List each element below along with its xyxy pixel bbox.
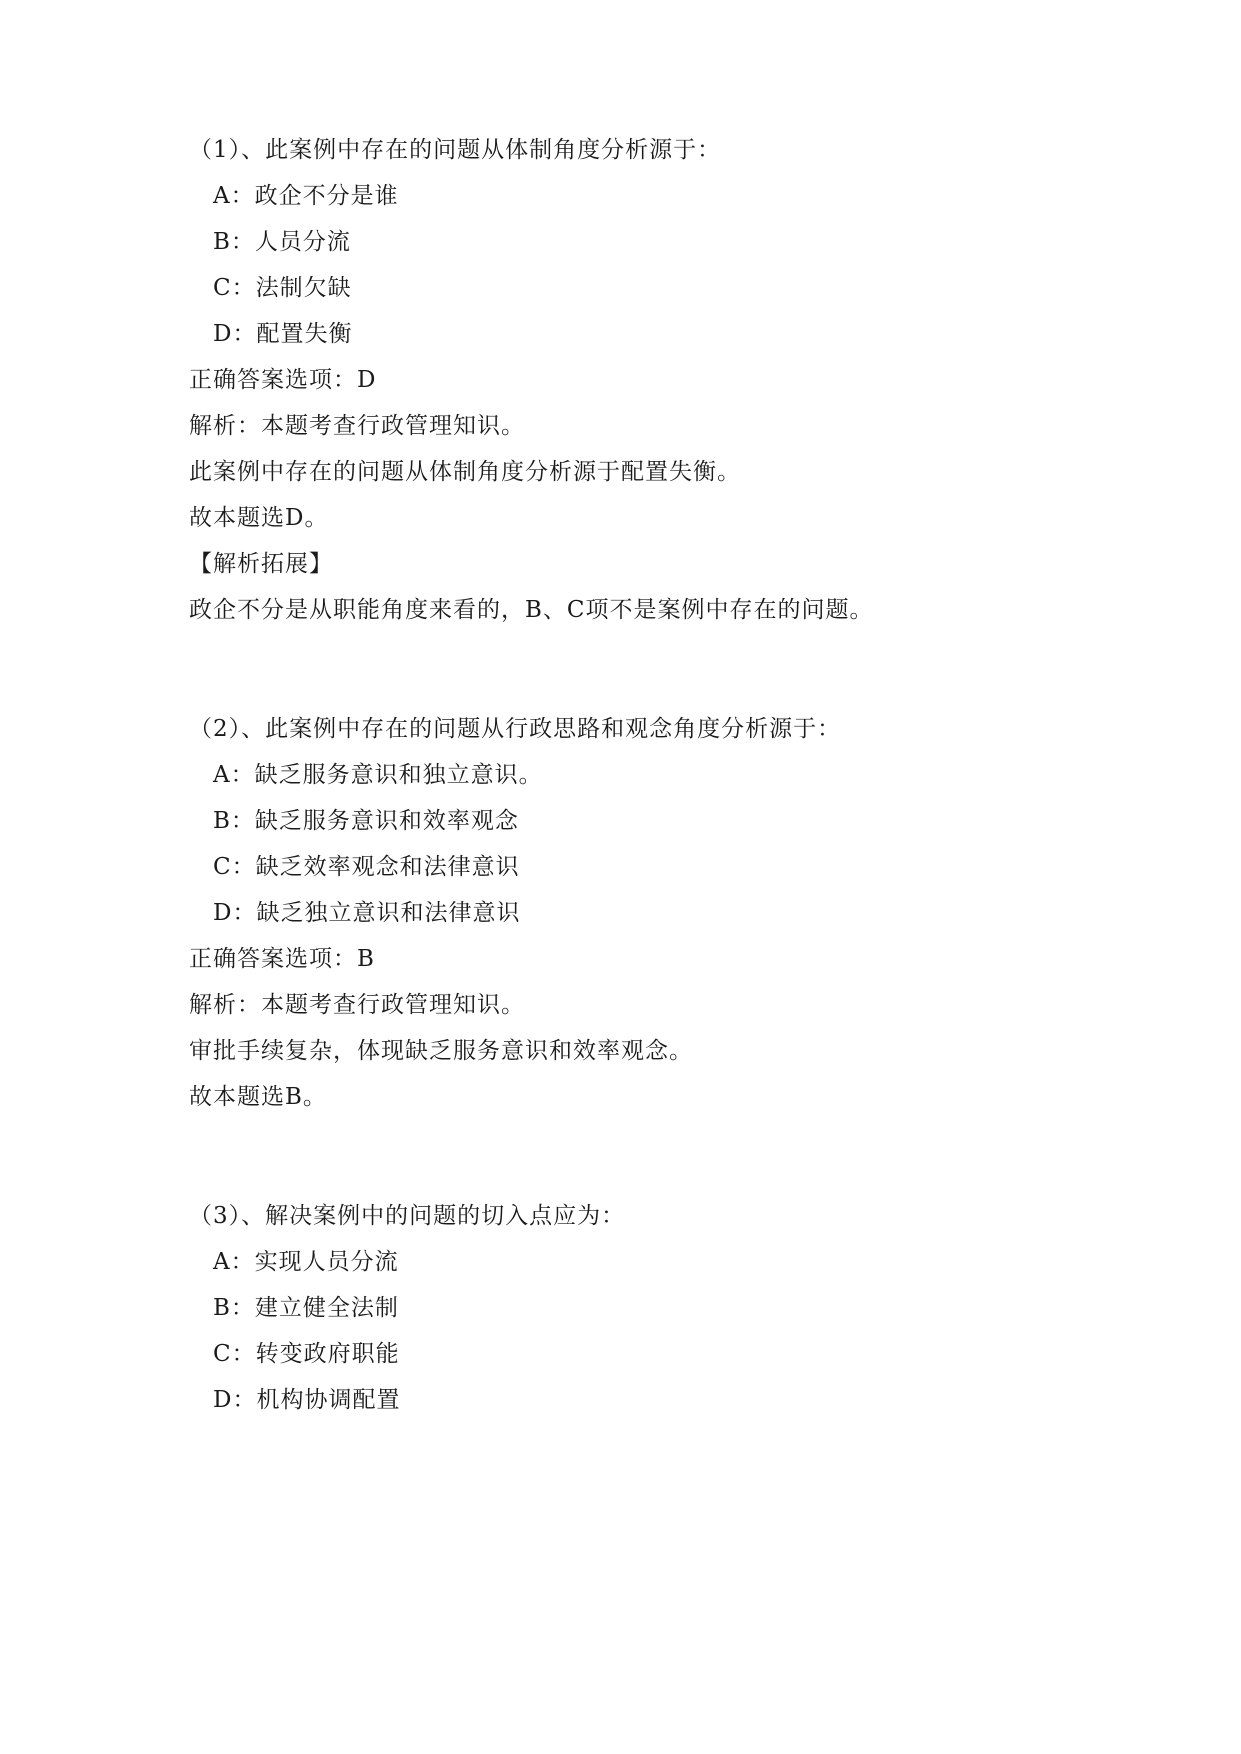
question-2-option-c: C：缺乏效率观念和法律意识 [213,854,520,880]
question-2-option-b: B：缺乏服务意识和效率观念 [213,808,519,834]
question-3-stem: （3）、解决案例中的问题的切入点应为： [189,1203,626,1229]
question-3-option-c: C：转变政府职能 [213,1341,400,1367]
question-2-answer: 正确答案选项：B [189,946,375,972]
question-2-explanation-3: 故本题选B。 [189,1084,327,1110]
question-1-explanation-1: 解析：本题考查行政管理知识。 [189,413,525,439]
question-2-stem: （2）、此案例中存在的问题从行政思路和观念角度分析源于： [189,716,842,742]
question-3-option-a: A：实现人员分流 [213,1249,399,1275]
question-1-explanation-5: 政企不分是从职能角度来看的，B、C项不是案例中存在的问题。 [189,597,874,623]
question-1-option-c: C：法制欠缺 [213,275,352,301]
question-1-option-b: B：人员分流 [213,229,351,255]
question-1-explanation-3: 故本题选D。 [189,505,329,531]
question-1-stem: （1）、此案例中存在的问题从体制角度分析源于： [189,137,722,163]
question-1-answer: 正确答案选项：D [189,367,377,393]
question-3-option-d: D：机构协调配置 [213,1387,401,1413]
question-1-option-a: A：政企不分是谁 [213,183,399,209]
question-1-explanation-4: 【解析拓展】 [189,551,333,577]
question-2-explanation-2: 审批手续复杂，体现缺乏服务意识和效率观念。 [189,1038,693,1064]
question-2-option-a: A：缺乏服务意识和独立意识。 [213,762,543,788]
question-1-option-d: D：配置失衡 [213,321,353,347]
question-2-explanation-1: 解析：本题考查行政管理知识。 [189,992,525,1018]
question-3-option-b: B：建立健全法制 [213,1295,399,1321]
question-1-explanation-2: 此案例中存在的问题从体制角度分析源于配置失衡。 [189,459,741,485]
question-2-option-d: D：缺乏独立意识和法律意识 [213,900,521,926]
